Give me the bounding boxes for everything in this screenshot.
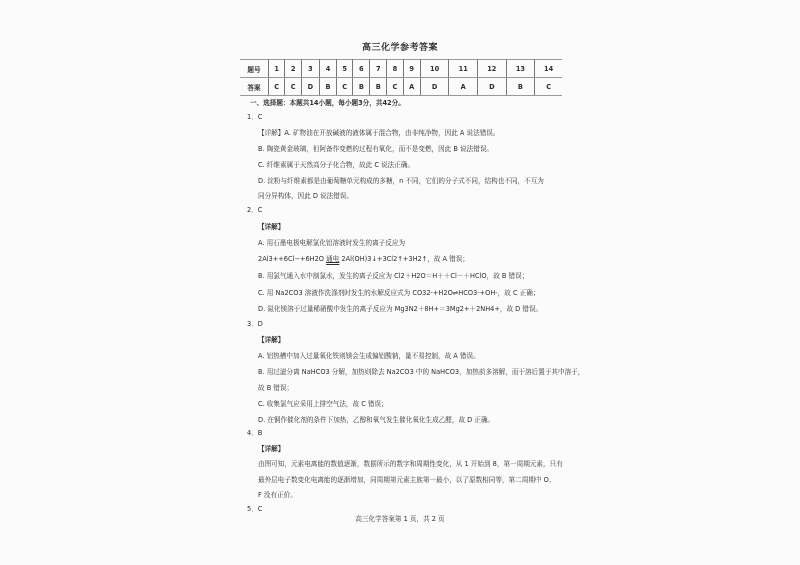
detail-line: 最外层电子数变化电离能的逐渐增加，同周期第元素主族第一最小，以了原数相同等，第二周期中 O、 — [258, 476, 556, 484]
detail-line: D. 在铜作催化剂的条件下加热，乙醇和氧气发生催化氧化生成乙醛，故 D 正确。 — [258, 416, 495, 424]
table-cell: C — [336, 78, 352, 96]
page-footer: 高三化学答案第 1 页，共 2 页 — [355, 515, 445, 523]
question-2-answer: 2．C — [247, 206, 263, 214]
table-cell: 14 — [535, 60, 562, 78]
detail-line: 故 B 错误； — [258, 384, 294, 392]
detail-line: C. 纤维素属于天然高分子化合物，故此 C 说法正确。 — [258, 161, 415, 169]
table-cell: C — [535, 78, 562, 96]
table-cell: 11 — [449, 60, 478, 78]
table-row-answers — [240, 78, 562, 96]
detail-line: B. 用氯气通入水中制氯水，发生的离子反应为 Cl2＋H2O＝H＋＋Cl－＋HClO，故 B 错误； — [258, 272, 529, 280]
table-cell: B — [370, 78, 387, 96]
row-label-number: 题号 — [240, 60, 269, 78]
equation-condition: 通电 — [326, 255, 340, 263]
detail-line: A. 铝热槽中加入过量氧化铁则镁会生成偏铝酸钠，量不易控制，故 A 错误。 — [258, 352, 480, 360]
detail-label: 【详解】 — [258, 336, 285, 344]
table-cell: 5 — [336, 60, 352, 78]
table-cell: 7 — [370, 60, 387, 78]
table-row-numbers — [240, 60, 562, 78]
detail-line: B. 陶瓷黄金玻璃，但阿备作变燃的过程有氧化，而不是变燃，因此 B 说法错误。 — [258, 145, 494, 153]
question-3-answer: 3．D — [247, 320, 263, 328]
table-cell: A — [449, 78, 478, 96]
detail-line: D. 淀粉与纤维素都是由葡萄糖单元构成的多糖，n 不同，它们的分子式不同，结构也不同，不互为 — [258, 177, 544, 185]
table-cell: 9 — [403, 60, 420, 78]
table-cell: B — [353, 78, 370, 96]
detail-label: 【详解】 — [258, 445, 285, 453]
detail-line: 同分异构体，因此 D 说法错误。 — [258, 192, 353, 200]
table-cell: B — [506, 78, 535, 96]
table-cell: 1 — [269, 60, 285, 78]
table-cell: D — [420, 78, 449, 96]
table-cell: B — [320, 78, 337, 96]
table-cell: D — [478, 78, 507, 96]
table-cell: C — [269, 78, 285, 96]
question-1-answer: 1．C — [247, 113, 263, 121]
table-cell: 8 — [387, 60, 403, 78]
table-cell: 12 — [478, 60, 507, 78]
table-cell: C — [387, 78, 403, 96]
table-cell: 6 — [353, 60, 370, 78]
table-cell: A — [403, 78, 420, 96]
detail-line: 【详解】A. 矿物油在开放碱液的液体属于混合物，由非纯净物，因此 A 说法错误。 — [258, 129, 500, 137]
table-cell: 2 — [285, 60, 301, 78]
table-cell: 13 — [506, 60, 535, 78]
detail-line: A. 用石墨电极电解氯化铝溶液时发生的离子反应为 — [258, 239, 406, 247]
page-title: 高三化学参考答案 — [361, 43, 438, 53]
detail-line: F 没有正价。 — [258, 491, 297, 499]
question-5-answer: 5．C — [247, 505, 263, 513]
table-cell: D — [301, 78, 319, 96]
answer-table — [240, 59, 562, 96]
table-cell: 10 — [420, 60, 449, 78]
table-cell: C — [285, 78, 301, 96]
detail-label: 【详解】 — [258, 223, 285, 231]
detail-line: C. 收集氯气应采用上排空气法，故 C 错误； — [258, 400, 388, 408]
detail-line: D. 氮化镁溶于过量稀硝酸中发生的离子反应为 Mg3N2＋8H+＝3Mg2+＋2NH4+，故 D 错误。 — [258, 305, 543, 313]
detail-line: B. 用过滤分离 NaHCO3 分解，加热则除去 Na2CO3 中的 NaHCO3，加热前多溶解，而于溶后置于其中溶于， — [258, 368, 585, 376]
equation-left: 2Al3++6Cl−+6H2O — [258, 255, 325, 263]
equation-line — [258, 255, 469, 263]
table-cell: 3 — [301, 60, 319, 78]
row-label-answer: 答案 — [240, 78, 269, 96]
question-4-answer: 4．B — [247, 429, 263, 437]
detail-line: C. 用 Na2CO3 溶液作洗涤剂时发生的水解反应式为 CO32-+H2O⇌HCO3-+OH-，故 C 正确； — [258, 289, 540, 297]
section-heading: 一、选择题：本题共14小题，每小题3分，共42分。 — [250, 99, 405, 107]
detail-line: 由图可知，元素电离能的数值逐渐，数据所示的数字和周期性变化，从 1 开始到 8，第一周期元素，只有 — [258, 460, 563, 468]
equation-right: 2Al(OH)3↓+3Cl2↑+3H2↑，故 A 错误； — [341, 255, 469, 263]
table-cell: 4 — [320, 60, 337, 78]
